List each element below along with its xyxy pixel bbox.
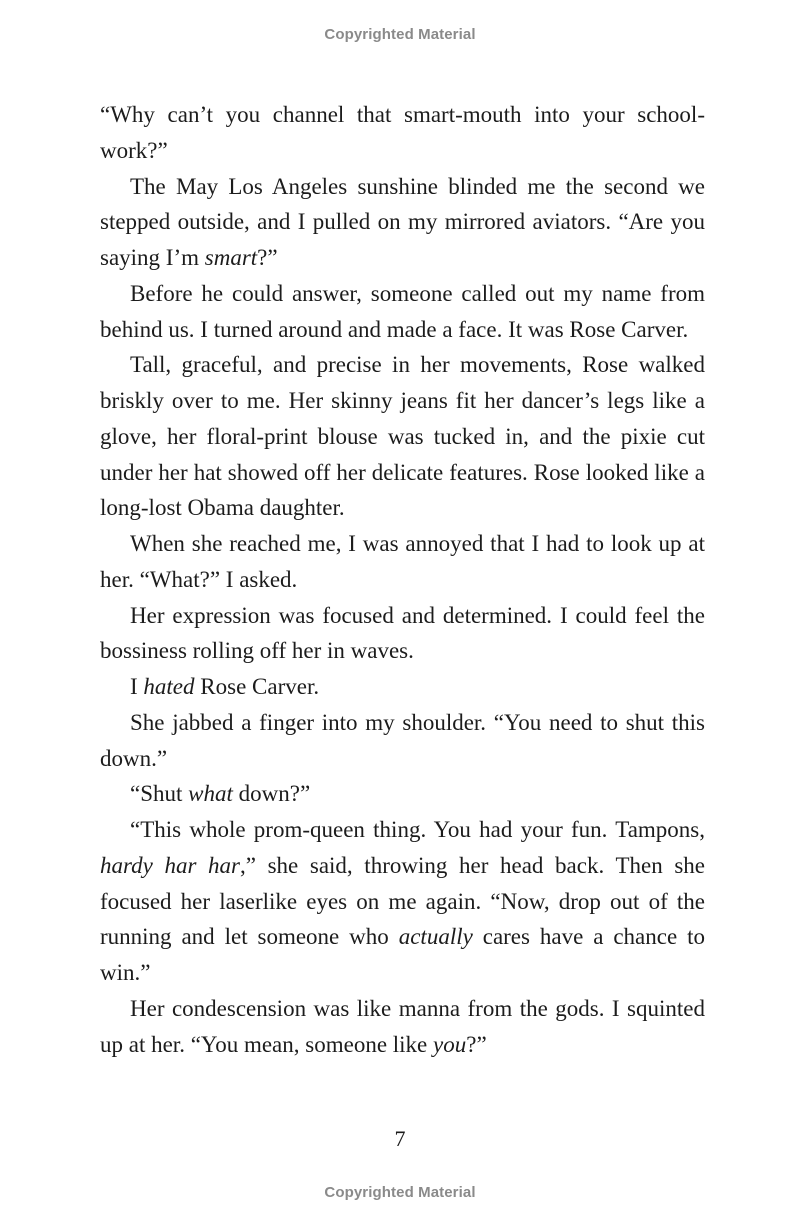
body-text [100,97,705,1062]
paragraph [100,598,705,670]
text-run: ,” she said, throwing her head back. Then she focused her laserlike eyes on me again. “Now, drop out of the running and let someone who [100,852,705,950]
text-run: down?” [232,781,311,807]
paragraph [100,276,705,348]
text-run: Before he could answer, someone called out my name from behind us. I turned around and made a face. It was Rose Carver. [100,280,705,342]
paragraph [100,526,705,598]
text-run: ?” [466,1031,487,1057]
italic-text: hated [143,674,195,699]
text-run: “Shut [130,781,189,807]
italic-text: smart [204,245,258,270]
italic-text: what [188,781,233,807]
text-run: When she reached me, I was annoyed that I had to look up at her. “What?” I asked. [100,531,705,592]
text-run: “Why can’t you channel that smart-mouth into your schoolwork?” [100,102,705,163]
paragraph [100,97,705,169]
text-run: cares have a chance to win.” [100,924,705,985]
text-run: “This whole prom-queen thing. You had your fun. Tampons, [130,817,705,842]
text-run: ?” [257,245,278,270]
text-run: She jabbed a finger into my shoulder. “You need to shut this down.” [100,709,705,771]
text-run: I [130,674,144,699]
italic-text: hardy har har [100,852,240,878]
text-run: Rose Carver. [194,674,320,699]
paragraph [100,991,705,1063]
copyright-watermark-top: Copyrighted Material [324,26,476,43]
text-run: The May Los Angeles sunshine blinded me the second we stepped outside, and I pulled on my mirrored aviators. “Are you saying I’m [100,173,705,270]
paragraph [100,812,705,991]
paragraph [100,347,705,526]
copyright-watermark-bottom: Copyrighted Material [324,1184,476,1201]
paragraph [100,169,705,276]
paragraph [100,705,705,777]
text-run: Tall, graceful, and precise in her movements, Rose walked briskly over to me. Her skinny jeans fit her dancer’s legs like a glove, her floral-print blouse was tucked in, and the pixie cut under her hat showed off her delicate features. Rose looked like a long-lost Obama daughter. [100,352,705,521]
text-run: Her expression was focused and determined. I could feel the bossiness rolling off her in waves. [100,602,705,664]
paragraph [100,669,705,705]
paragraph [100,776,705,812]
page-number: 7 [394,1126,406,1151]
text-run: Her condescension was like manna from the gods. I squinted up at her. “You mean, someone like [100,995,705,1057]
italic-text: actually [398,924,473,950]
italic-text: you [433,1031,467,1057]
